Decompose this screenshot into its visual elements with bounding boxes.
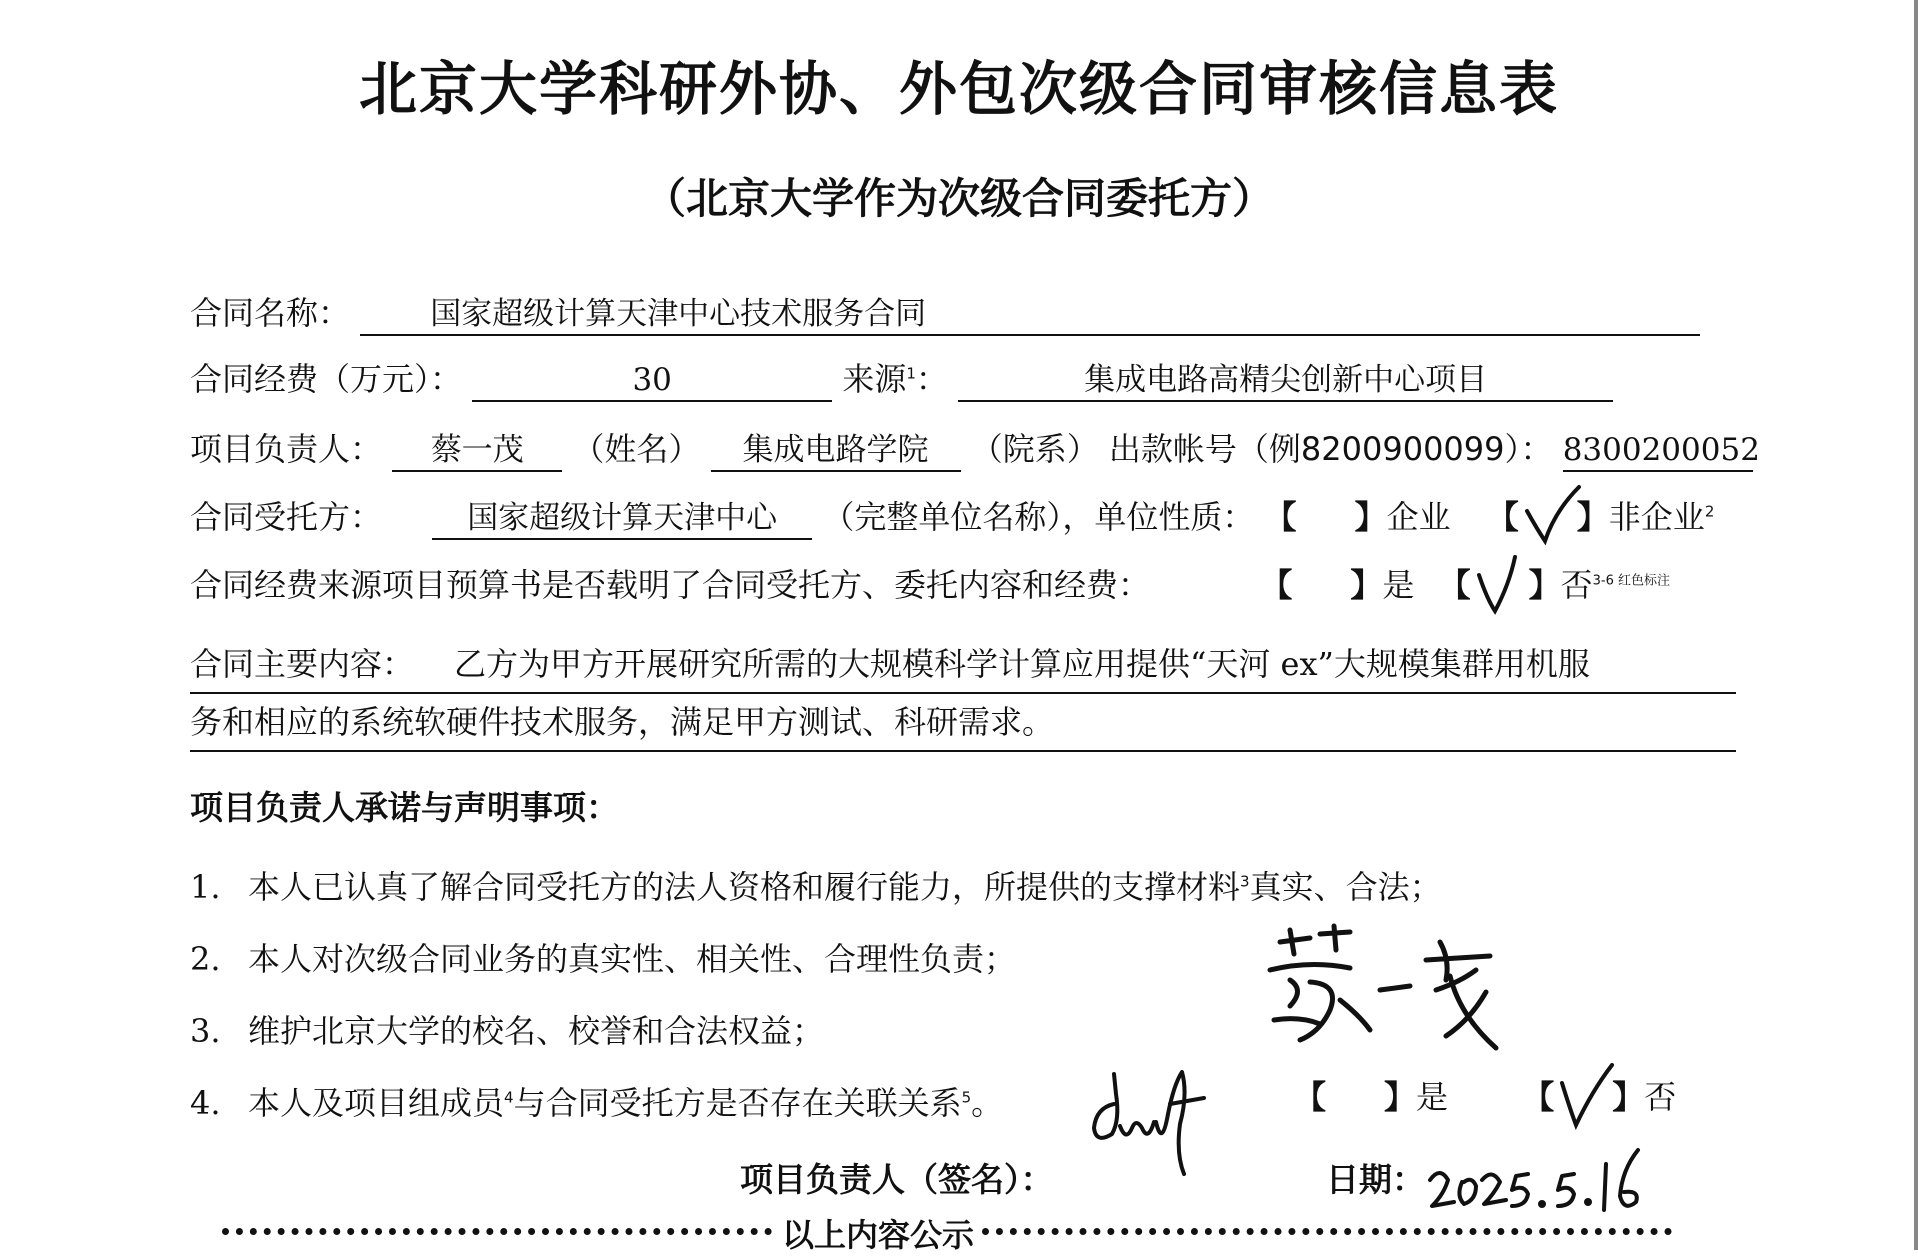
- page-edge: [1914, 0, 1918, 1250]
- checkmark-icon: [1475, 549, 1535, 619]
- declaration-item-2: 2. 本人对次级合同业务的真实性、相关性、合理性负责；: [190, 940, 1017, 978]
- contract-content-line-1[interactable]: [190, 636, 1736, 694]
- relation-no-label: 否: [1644, 1078, 1677, 1116]
- contract-name-row: [190, 288, 1700, 336]
- public-notice-divider: [222, 1210, 1672, 1254]
- checkmark-icon: [1558, 1061, 1618, 1131]
- relation-yes-label: 是: [1416, 1078, 1449, 1116]
- budget-question-label: 合同经费来源项目预算书是否载明了合同受托方、委托内容和经费：: [190, 566, 1151, 604]
- declaration-item-1: 1. 本人已认真了解合同受托方的法人资格和履行能力，所提供的支撑材料$^3$真实、合法；: [190, 868, 1442, 906]
- contract-content-line-2[interactable]: 务和相应的系统软硬件技术服务，满足甲方测试、科研需求。: [190, 694, 1736, 752]
- trustee-field[interactable]: 国家超级计算天津中心: [432, 498, 812, 540]
- leader-dept-hint: （院系）: [970, 430, 1099, 468]
- account-field[interactable]: 8300200052: [1563, 430, 1753, 472]
- contract-content-block: [190, 636, 1736, 752]
- trustee-label: 合同受托方：: [190, 498, 383, 536]
- declaration-item-3: 3. 维护北京大学的校名、校誉和合法权益；: [190, 1012, 825, 1050]
- handwritten-signature: [1084, 1064, 1224, 1184]
- non-enterprise-checkbox[interactable]: [1519, 499, 1577, 539]
- contract-content-label: 合同主要内容：: [190, 645, 415, 683]
- trustee-hint: （完整单位名称），单位性质：: [822, 498, 1255, 536]
- contract-name-label: 合同名称：: [190, 294, 351, 332]
- funding-amount-field[interactable]: 30: [472, 360, 832, 402]
- funding-source-field[interactable]: 集成电路高精尖创新中心项目: [958, 360, 1613, 402]
- checkmark-icon: [1523, 481, 1583, 551]
- funding-source-colon: ：: [915, 360, 948, 398]
- handwritten-date: [1424, 1140, 1654, 1220]
- relation-no-checkbox[interactable]: [1554, 1079, 1612, 1119]
- public-notice-label: 以上内容公示: [776, 1210, 980, 1256]
- page-title: 北京大学科研外协、外包次级合同审核信息表: [358, 55, 1559, 123]
- leader-name-field[interactable]: 蔡一茂: [392, 430, 562, 472]
- funding-label: 合同经费（万元）：: [190, 360, 463, 398]
- footnote-3-6-marker: 3-6 红色标注: [1592, 573, 1670, 589]
- budget-no-label: 否: [1560, 566, 1593, 604]
- leader-name-hint: （姓名）: [572, 430, 701, 468]
- budget-no-checkbox[interactable]: [1471, 567, 1529, 607]
- footnote-1-marker: 1: [906, 364, 916, 383]
- leader-label: 项目负责人：: [190, 430, 383, 468]
- footnote-5-marker: 5: [961, 1088, 972, 1107]
- budget-question-row: 合同经费来源项目预算书是否载明了合同受托方、委托内容和经费： 【 】是 【 】否$^{3-6 红色标注}$: [190, 560, 1670, 607]
- funding-source-label: 来源: [842, 360, 907, 398]
- page-subtitle: （北京大学作为次级合同委托方）: [643, 174, 1274, 223]
- footnote-4-marker: 4: [504, 1088, 514, 1107]
- enterprise-option-label: 企业: [1386, 498, 1451, 536]
- signature-label: 项目负责人（签名）：: [740, 1160, 1054, 1199]
- handwritten-signature-name: [1250, 920, 1510, 1060]
- date-label: 日期：: [1326, 1160, 1425, 1199]
- footnote-2-marker: 2: [1704, 502, 1715, 521]
- funding-row: [190, 354, 1613, 402]
- trustee-row: 合同受托方： 国家超级计算天津中心 （完整单位名称），单位性质： 【 】企业 【 】非企业$^2$: [190, 492, 1714, 540]
- leader-dept-field[interactable]: 集成电路学院: [711, 430, 961, 472]
- relation-options: 【 】是 【 】否: [1294, 1072, 1676, 1119]
- leader-row: [190, 424, 1760, 472]
- declaration-item-4: 4. 本人及项目组成员$^4$与合同受托方是否存在关联关系$^5$。: [190, 1084, 1004, 1122]
- contract-name-field[interactable]: 国家超级计算天津中心技术服务合同: [360, 294, 1700, 336]
- account-label: 出款帐号（例8200900099）：: [1108, 430, 1553, 468]
- budget-yes-label: 是: [1382, 566, 1415, 604]
- contract-content-text-1: 乙方为甲方开展研究所需的大规模科学计算应用提供“天河 ex”大规模集群用机服: [454, 645, 1590, 683]
- non-enterprise-option-label: 非企业: [1608, 498, 1705, 536]
- declarations-heading: 项目负责人承诺与声明事项：: [190, 788, 619, 827]
- footnote-3-marker: 3: [1240, 872, 1250, 891]
